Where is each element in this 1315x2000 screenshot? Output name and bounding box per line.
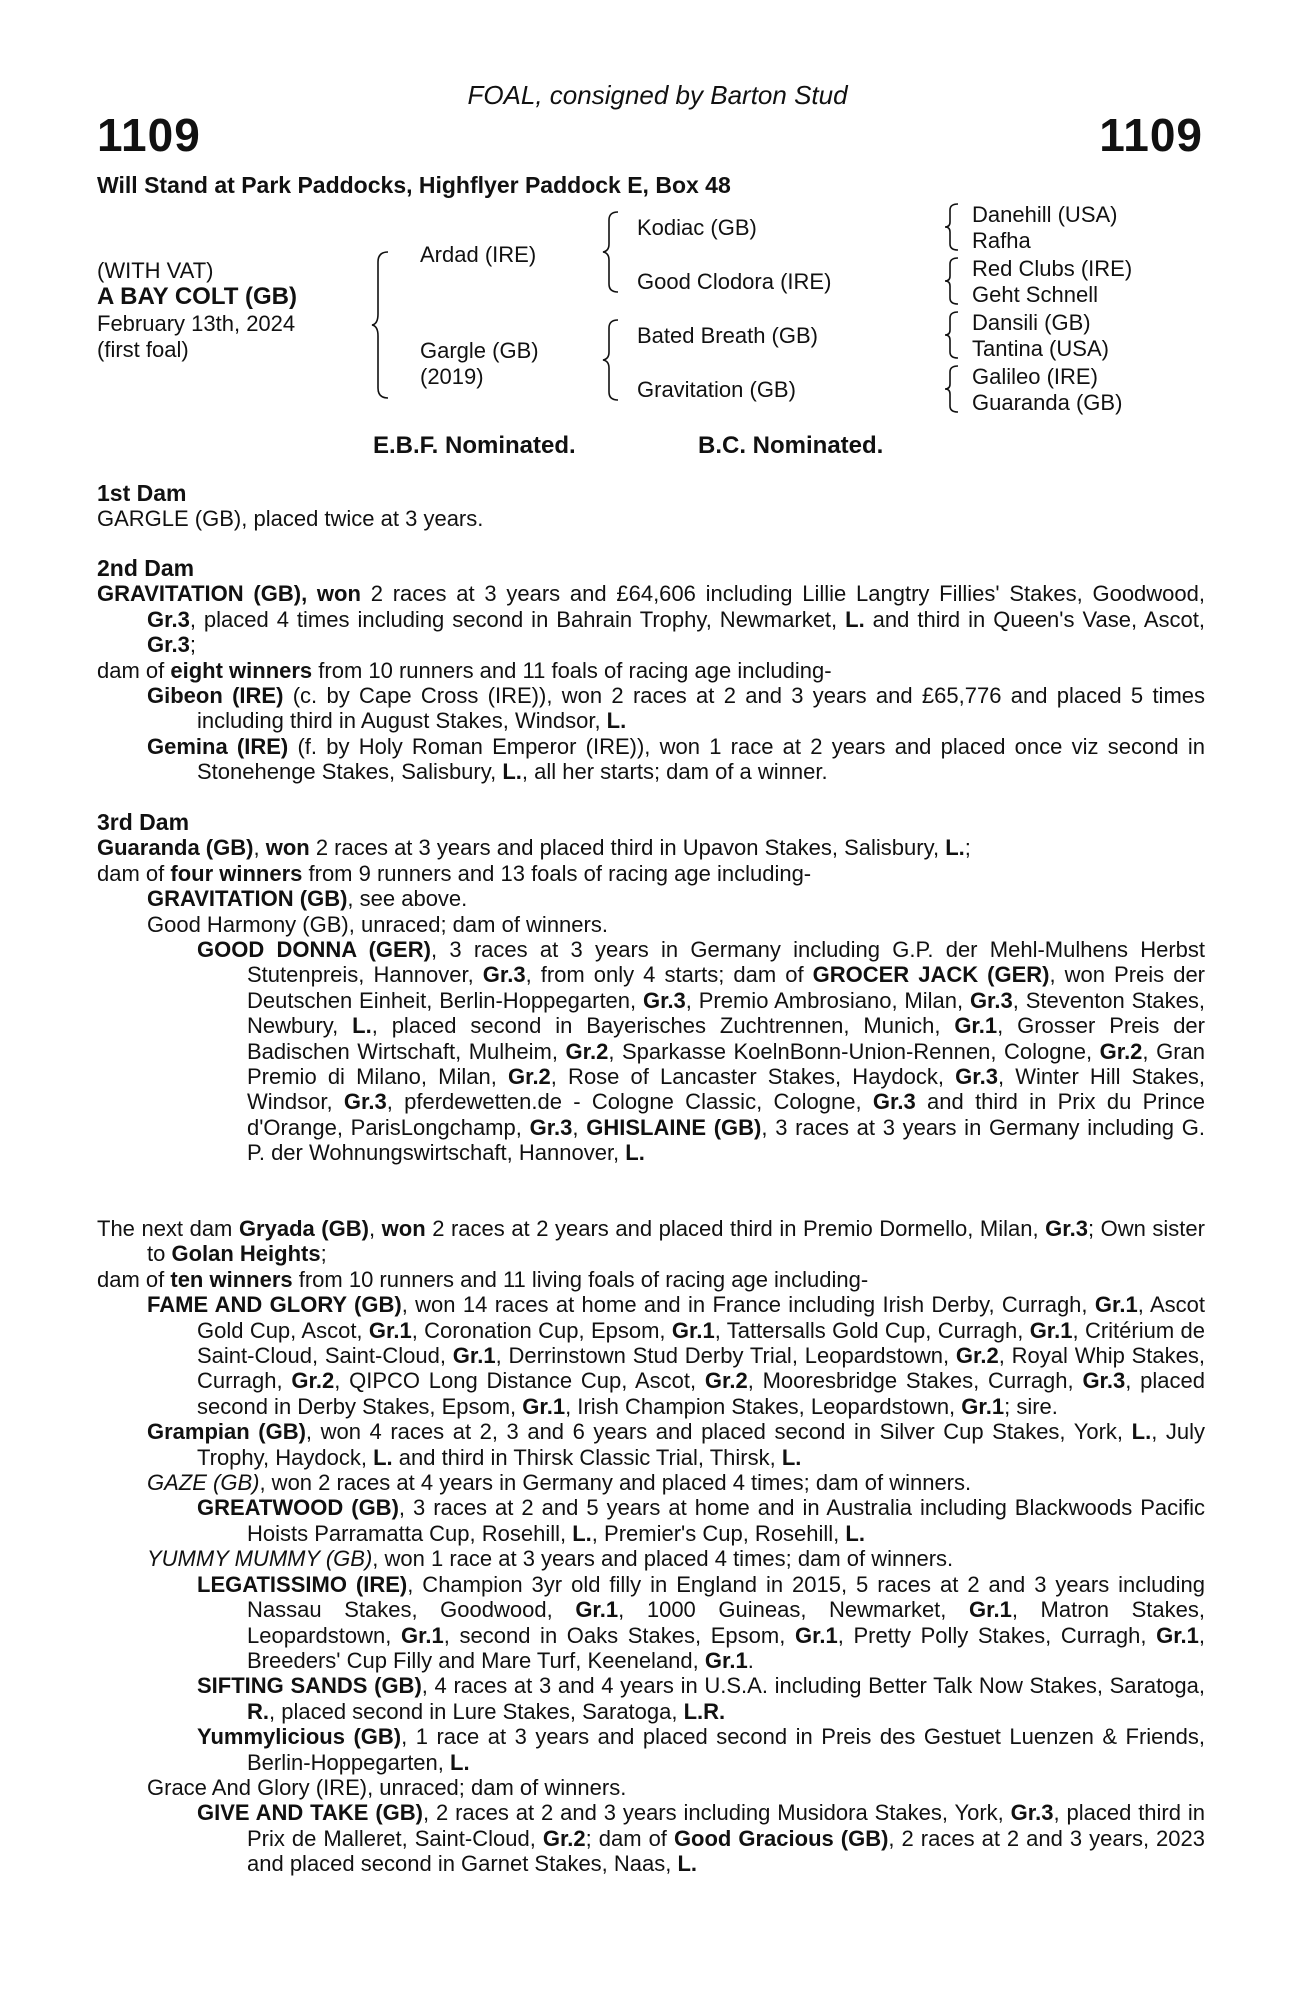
granddam-8: Guaranda (GB)	[972, 390, 1123, 415]
produce-good-donna: GOOD DONNA (GER), 3 races at 3 years in Germany including G.P. der Mehl-Mulhens Herbst Stutenpreis, Hannover, Gr.3, from only 4 starts; dam of GROCER JACK (GER), won Preis der Deutschen Einheit, Berlin-Hoppegarten, Gr.3, Premio Ambrosiano, Milan, Gr.3, Steventon Stakes, Newbury, L., placed second in Bayerisches Zuchtrennen, Munich, Gr.1, Grosser Preis der Badischen Wirtschaft, Mulheim, Gr.2, Sparkasse KoelnBonn-Union-Rennen, Cologne, Gr.2, Gran Premio di Milano, Milan, Gr.2, Rose of Lancaster Stakes, Haydock, Gr.3, Winter Hill Stakes, Windsor, Gr.3, pferdewetten.de - Cologne Classic, Cologne, Gr.3 and third in Prix du Prince d'Orange, ParisLongchamp, Gr.3, GHISLAINE (GB), 3 races at 3 years in Germany including G. P. der Wohnungswirtschaft, Hannover, L.	[197, 937, 1206, 1166]
brace-g78	[942, 364, 960, 414]
brace-main	[370, 250, 390, 400]
ebf-nomination: E.B.F. Nominated.	[373, 432, 576, 459]
sire-sire: Kodiac (GB)	[637, 215, 757, 240]
sire: Ardad (IRE)	[420, 242, 537, 267]
third-dam-produce-summary: dam of four winners from 9 runners and 13 foals of racing age including-	[97, 860, 812, 886]
grandsire-7: Galileo (IRE)	[972, 364, 1098, 389]
dam: Gargle (GB)	[420, 338, 539, 363]
next-dam-section	[97, 1216, 1205, 1877]
brace-g56	[942, 310, 960, 360]
second-dam-produce-summary: dam of eight winners from 10 runners and 11 foals of racing age including-	[97, 657, 832, 683]
lot-number-right: 1109	[1099, 109, 1203, 161]
next-dam-produce-summary: dam of ten winners from 10 runners and 11 living foals of racing age including-	[97, 1266, 869, 1292]
second-dam-record: GRAVITATION (GB), won 2 races at 3 years and £64,606 including Lillie Langtry Fillies' Stakes, Goodwood, Gr.3, placed 4 times including second in Bahrain Trophy, Newmarket, L. and third in Queen's Vase, Ascot, Gr.3;	[97, 581, 1205, 658]
sale-location: Will Stand at Park Paddocks, Highflyer Paddock E, Box 48	[97, 172, 731, 198]
brace-g34	[942, 256, 960, 306]
produce-gemina: Gemina (IRE) (f. by Holy Roman Emperor (IRE)), won 1 race at 2 years and placed once viz second in Stonehenge Stakes, Salisbury, L., all her starts; dam of a winner.	[147, 733, 1205, 785]
grandsire-5: Dansili (GB)	[972, 310, 1091, 335]
produce-yummy-mummy: YUMMY MUMMY (GB), won 1 race at 3 years and placed 4 times; dam of winners.	[147, 1546, 954, 1572]
produce-grace-and-glory: Grace And Glory (IRE), unraced; dam of winners.	[147, 1774, 627, 1800]
second-dam-section	[97, 556, 1205, 785]
first-dam-section	[97, 481, 1205, 532]
third-dam-heading: 3rd Dam	[97, 809, 190, 835]
granddam-6: Tantina (USA)	[972, 336, 1109, 361]
first-dam-text: GARGLE (GB), placed twice at 3 years.	[97, 506, 484, 532]
bc-nomination: B.C. Nominated.	[698, 432, 884, 459]
grandsire-1: Danehill (USA)	[972, 202, 1118, 227]
produce-gaze: GAZE (GB), won 2 races at 4 years in Germany and placed 4 times; dam of winners.	[147, 1470, 972, 1496]
produce-yummylicious: Yummylicious (GB), 1 race at 3 years and placed second in Preis des Gestuet Luenzen & Friends, Berlin-Hoppegarten, L.	[197, 1724, 1205, 1775]
foaling-date: February 13th, 2024	[97, 311, 296, 336]
first-dam-heading: 1st Dam	[97, 480, 187, 506]
third-dam-section	[97, 810, 1205, 1166]
dam-dam: Gravitation (GB)	[637, 377, 796, 402]
granddam-2: Rafha	[972, 228, 1031, 253]
sire-dam: Good Clodora (IRE)	[637, 269, 832, 294]
grandsire-3: Red Clubs (IRE)	[972, 256, 1133, 281]
brace-g12	[942, 202, 960, 252]
dam-year: (2019)	[420, 364, 484, 389]
consignment-line: FOAL, consigned by Barton Stud	[467, 80, 848, 110]
produce-grampian: Grampian (GB), won 4 races at 2, 3 and 6 years and placed second in Silver Cup Stakes, York, L., July Trophy, Haydock, L. and third in Thirsk Classic Trial, Thirsk, L.	[147, 1419, 1205, 1470]
brace-dam	[600, 318, 620, 402]
produce-legatissimo: LEGATISSIMO (IRE), Champion 3yr old filly in England in 2015, 5 races at 2 and 3 years including Nassau Stakes, Goodwood, Gr.1, 1000 Guineas, Newmarket, Gr.1, Matron Stakes, Leopardstown, Gr.1, second in Oaks Stakes, Epsom, Gr.1, Pretty Polly Stakes, Curragh, Gr.1, Breeders' Cup Filly and Mare Turf, Keeneland, Gr.1.	[197, 1571, 1206, 1673]
lot-number-left: 1109	[97, 109, 201, 161]
produce-give-and-take: GIVE AND TAKE (GB), 2 races at 2 and 3 years including Musidora Stakes, York, Gr.3, placed third in Prix de Malleret, Saint-Cloud, Gr.2; dam of Good Gracious (GB), 2 races at 2 and 3 years, 2023 and placed second in Garnet Stakes, Naas, L.	[197, 1800, 1206, 1877]
produce-greatwood: GREATWOOD (GB), 3 races at 2 and 5 years at home and in Australia including Blackwoods Pacific Hoists Parramatta Cup, Rosehill, L., Premier's Cup, Rosehill, L.	[197, 1495, 1205, 1546]
second-dam-heading: 2nd Dam	[97, 555, 195, 581]
dam-sire: Bated Breath (GB)	[637, 323, 818, 348]
third-dam-record: Guaranda (GB), won 2 races at 3 years and placed third in Upavon Stakes, Salisbury, L.;	[97, 835, 971, 861]
produce-gravitation: GRAVITATION (GB), see above.	[147, 886, 468, 912]
produce-good-harmony: Good Harmony (GB), unraced; dam of winners.	[147, 911, 608, 937]
foal-note: (first foal)	[97, 337, 189, 362]
produce-sifting-sands: SIFTING SANDS (GB), 4 races at 3 and 4 years in U.S.A. including Better Talk Now Stakes, Saratoga, R., placed second in Lure Stakes, Saratoga, L.R.	[197, 1673, 1205, 1724]
produce-fame-and-glory: FAME AND GLORY (GB), won 14 races at home and in France including Irish Derby, Curragh, Gr.1, Ascot Gold Cup, Ascot, Gr.1, Coronation Cup, Epsom, Gr.1, Tattersalls Gold Cup, Curragh, Gr.1, Critérium de Saint-Cloud, Saint-Cloud, Gr.1, Derrinstown Stud Derby Trial, Leopardstown, Gr.2, Royal Whip Stakes, Curragh, Gr.2, QIPCO Long Distance Cup, Ascot, Gr.2, Mooresbridge Stakes, Curragh, Gr.3, placed second in Derby Stakes, Epsom, Gr.1, Irish Champion Stakes, Leopardstown, Gr.1; sire.	[147, 1292, 1205, 1419]
lot-subject: A BAY COLT (GB)	[97, 283, 298, 310]
brace-sire	[600, 210, 620, 294]
granddam-4: Geht Schnell	[972, 282, 1098, 307]
produce-gibeon: Gibeon (IRE) (c. by Cape Cross (IRE)), won 2 races at 2 and 3 years and £65,776 and placed 5 times including third in August Stakes, Windsor, L.	[147, 683, 1206, 734]
vat-note: (WITH VAT)	[97, 258, 214, 283]
next-dam-record: The next dam Gryada (GB), won 2 races at 2 years and placed third in Premio Dormello, Milan, Gr.3; Own sister to Golan Heights;	[97, 1216, 1205, 1267]
